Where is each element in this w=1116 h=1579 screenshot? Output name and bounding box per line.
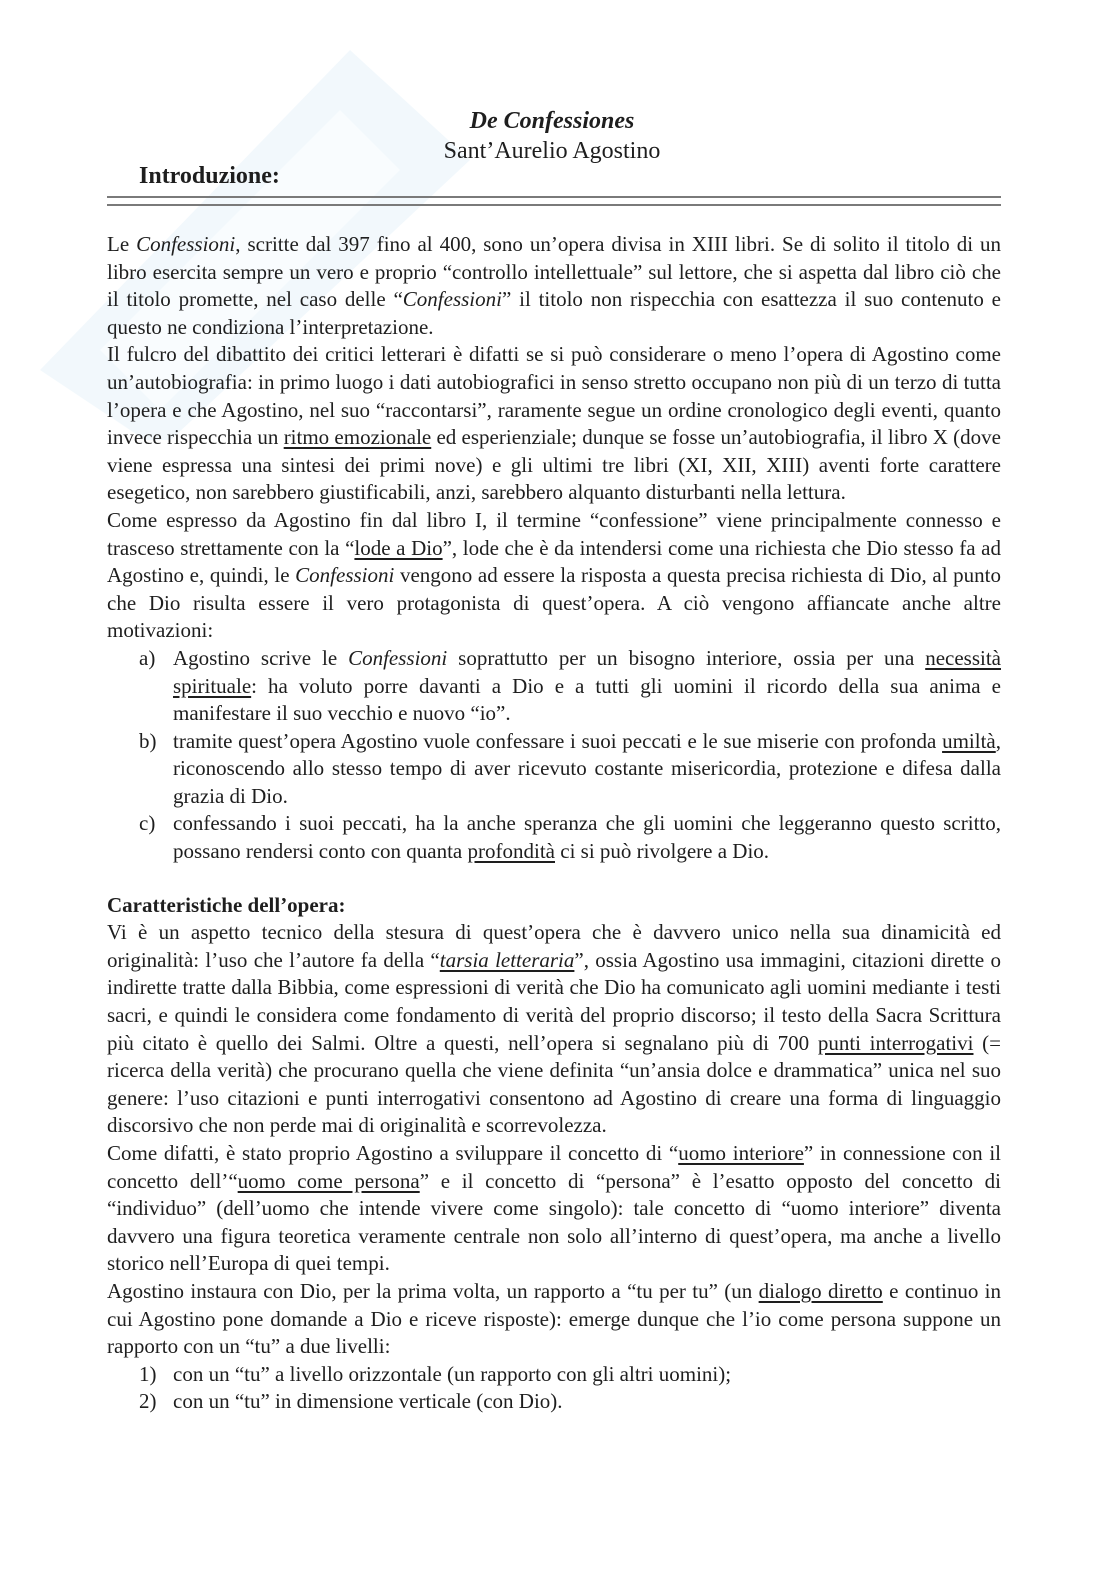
levels-list <box>107 1361 1001 1416</box>
features-heading: Caratteristiche dell’opera: <box>107 892 346 917</box>
intro-paragraph-3: Come espresso da Agostino fin dal libro I, il termine “confessione” viene principalmente connesso e trasceso strettamente con la “lode a Dio”, lode che è da intendersi come una richiesta che Dio stesso fa ad Agostino e, quindi, le Confessioni vengono ad essere la risposta a questa precisa richiesta di Dio, al punto che Dio risulta essere il vero protagonista di quest’opera. A ciò vengono affiancate anche altre motivazioni: <box>107 507 1002 643</box>
intro-paragraph-2: Il fulcro del dibattito dei critici letterari è difatti se si può considerare o meno l’opera di Agostino come un’autobiografia: in primo luogo i dati autobiografici in senso stretto occupano non più di un terzo di tutta l’opera e che Agostino, nel suo “raccontarsi”, raramente segue un ordine cronologico degli eventi, quanto invece rispecchia un ritmo emozionale ed esperienziale; dunque se fosse un’autobiografia, il libro X (dove viene espressa una sintesi dei primi nove) e gli ultimi tre libri (XI, XII, XIII) aventi forte carattere esegetico, non sarebbero giustificabili, anzi, sarebbero alquanto disturbanti nella lettura. <box>107 342 1001 505</box>
intro-paragraph-1: Le Confessioni, scritte dal 397 fino al 400, sono un’opera divisa in XIII libri. Se di solito il titolo di un libro esercita sempre un vero e proprio “controllo intellettuale” sul lettore, che si aspetta dal libro ciò che il titolo promette, nel caso delle “Confessioni” il titolo non rispecchia con esattezza il suo contenuto e questo ne condiziona l’interpretazione. <box>107 232 1001 339</box>
motivations-list <box>107 645 1001 866</box>
features-paragraph-3: Agostino instaura con Dio, per la prima volta, un rapporto a “tu per tu” (un dialogo diretto e continuo in cui Agostino pone domande a Dio e riceve risposte): emerge dunque che l’io come persona suppone un rapporto con un “tu” a due livelli: <box>107 1278 1002 1359</box>
features-paragraph-2: Come difatti, è stato proprio Agostino a sviluppare il concetto di “uomo interiore” in connessione con il concetto dell’“uomo come persona” e il concetto di “persona” è l’esatto opposto del concetto di “individuo” (dell’uomo che intende vivere come singolo): tale concetto di “uomo interiore” diventa davvero una figura teoretica veramente centrale non solo all’interno di quest’opera, ma anche a livello storico nell’Europa di quei tempi. <box>107 1141 1002 1276</box>
list-item: 1) con un “tu” a livello orizzontale (un rapporto con gli altri uomini); <box>139 1361 732 1386</box>
intro-heading: Introduzione: <box>139 163 280 189</box>
title-block <box>337 106 767 166</box>
list-item: c) confessando i suoi peccati, ha la anche speranza che gli uomini che leggeranno questo scritto, possano rendersi conto con quanta profondità ci si può rivolgere a Dio. <box>139 811 1001 864</box>
document-author: Sant’Aurelio Agostino <box>443 138 661 164</box>
document-page <box>107 100 1001 1416</box>
document-title: De Confessiones <box>469 108 635 134</box>
double-rule-divider <box>107 196 1001 206</box>
list-item: b) tramite quest’opera Agostino vuole confessare i suoi peccati e le sue miserie con profonda umiltà, riconoscendo allo stesso tempo di aver ricevuto costante misericordia, protezione e difesa dalla grazia di Dio. <box>139 728 1001 808</box>
features-paragraph-1: Vi è un aspetto tecnico della stesura di quest’opera che è davvero unico nella sua dinamicità ed originalità: l’uso che l’autore fa della “tarsia letteraria”, ossia Agostino usa immagini, citazioni dirette o indirette tratte dalla Bibbia, come espressioni di verità che Dio ha comunicato agli uomini mediante i testi sacri, e quindi le considera come fondamento di verità del proprio discorso; il testo della Sacra Scrittura più citato è quello dei Salmi. Oltre a questi, nell’opera si segnalano più di 700 punti interrogativi (= ricerca della verità) che procurano quella che viene definita “un’ansia dolce e drammatica” unica nel suo genere: l’uso citazioni e punti interrogativi consentono ad Agostino di creare una forma di linguaggio discorsivo che non perde mai di originalità e scorrevolezza. <box>107 920 1002 1138</box>
list-item: 2) con un “tu” in dimensione verticale (con Dio). <box>139 1389 563 1414</box>
list-item: a) Agostino scrive le Confessioni soprattutto per un bisogno interiore, ossia per una necessità spirituale: ha voluto porre davanti a Dio e a tutti gli uomini il ricordo della sua anima e manifestare il suo vecchio e nuovo “io”. <box>139 645 1001 726</box>
